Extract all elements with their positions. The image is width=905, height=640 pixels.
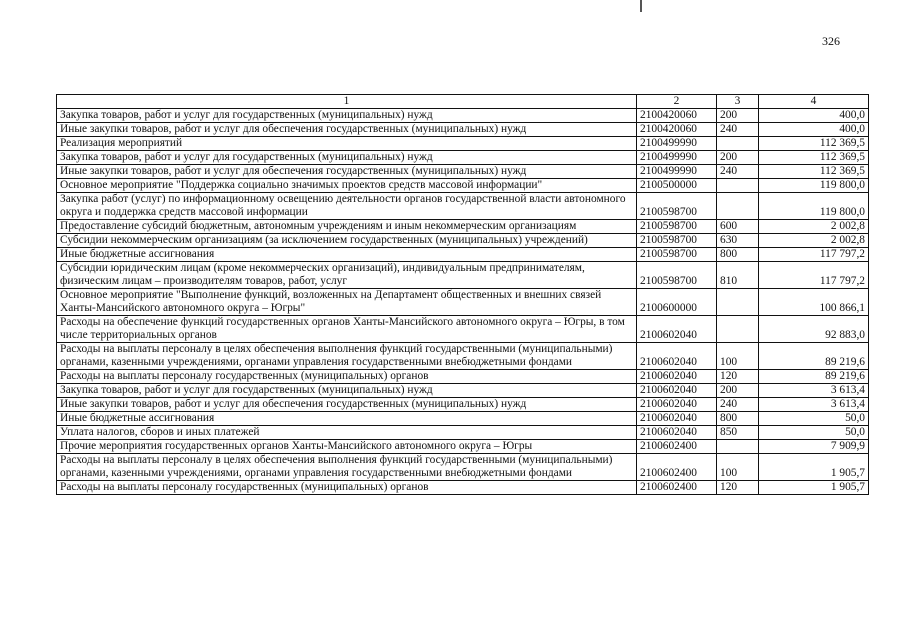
- table-row: [57, 454, 869, 481]
- row-amount: 1 905,7: [759, 454, 869, 481]
- row-target-code: 2100602040: [637, 316, 717, 343]
- row-description: Расходы на выплаты персоналу государственных (муниципальных) органов: [57, 481, 637, 495]
- row-target-code: 2100500000: [637, 179, 717, 193]
- table-row: [57, 481, 869, 495]
- row-target-code: 2100602400: [637, 440, 717, 454]
- row-expense-type: 800: [717, 248, 759, 262]
- row-expense-type: 240: [717, 165, 759, 179]
- row-target-code: 2100499990: [637, 151, 717, 165]
- row-description: Закупка товаров, работ и услуг для государственных (муниципальных) нужд: [57, 109, 637, 123]
- row-description: Предоставление субсидий бюджетным, автономным учреждениям и иным некоммерческим организациям: [57, 220, 637, 234]
- table-row: [57, 165, 869, 179]
- row-target-code: 2100499990: [637, 165, 717, 179]
- table-row: [57, 370, 869, 384]
- row-expense-type: 240: [717, 398, 759, 412]
- row-amount: 89 219,6: [759, 370, 869, 384]
- row-description: Закупка товаров, работ и услуг для государственных (муниципальных) нужд: [57, 151, 637, 165]
- row-description: Иные бюджетные ассигнования: [57, 248, 637, 262]
- row-description: Расходы на обеспечение функций государственных органов Ханты-Мансийского автономного округа – Югры, в том числе территориальных органов: [57, 316, 637, 343]
- table-row: [57, 412, 869, 426]
- row-target-code: 2100602040: [637, 384, 717, 398]
- row-target-code: 2100499990: [637, 137, 717, 151]
- scan-mark-top: [640, 0, 642, 12]
- table-row: [57, 220, 869, 234]
- row-description: Субсидии некоммерческим организациям (за исключением государственных (муниципальных) учреждений): [57, 234, 637, 248]
- column-header-4: 4: [759, 95, 869, 109]
- row-expense-type: 100: [717, 454, 759, 481]
- row-target-code: 2100598700: [637, 193, 717, 220]
- table-row: [57, 289, 869, 316]
- table-row: [57, 151, 869, 165]
- row-description: Иные закупки товаров, работ и услуг для обеспечения государственных (муниципальных) нужд: [57, 165, 637, 179]
- row-target-code: 2100598700: [637, 220, 717, 234]
- row-expense-type: [717, 137, 759, 151]
- row-description: Закупка товаров, работ и услуг для государственных (муниципальных) нужд: [57, 384, 637, 398]
- column-header-2: 2: [637, 95, 717, 109]
- row-expense-type: [717, 289, 759, 316]
- row-amount: 50,0: [759, 412, 869, 426]
- header-row: [57, 95, 869, 109]
- row-expense-type: 810: [717, 262, 759, 289]
- row-amount: 2 002,8: [759, 234, 869, 248]
- table-row: [57, 248, 869, 262]
- row-amount: 112 369,5: [759, 137, 869, 151]
- table-row: [57, 343, 869, 370]
- row-expense-type: 600: [717, 220, 759, 234]
- row-amount: 112 369,5: [759, 165, 869, 179]
- row-expense-type: 850: [717, 426, 759, 440]
- row-target-code: 2100602040: [637, 412, 717, 426]
- column-header-3: 3: [717, 95, 759, 109]
- row-description: Уплата налогов, сборов и иных платежей: [57, 426, 637, 440]
- table-row: [57, 123, 869, 137]
- row-amount: 119 800,0: [759, 193, 869, 220]
- row-amount: 112 369,5: [759, 151, 869, 165]
- row-expense-type: 200: [717, 384, 759, 398]
- table-row: [57, 109, 869, 123]
- row-target-code: 2100602400: [637, 481, 717, 495]
- row-amount: 100 866,1: [759, 289, 869, 316]
- row-target-code: 2100602040: [637, 343, 717, 370]
- row-target-code: 2100420060: [637, 123, 717, 137]
- row-amount: 400,0: [759, 123, 869, 137]
- row-description: Расходы на выплаты персоналу в целях обеспечения выполнения функций государственными (муниципальными) органами, казенными учреждениями, органами управления государственными внебюджетными фондами: [57, 343, 637, 370]
- row-amount: 92 883,0: [759, 316, 869, 343]
- row-target-code: 2100602040: [637, 370, 717, 384]
- row-target-code: 2100602040: [637, 426, 717, 440]
- row-expense-type: 120: [717, 481, 759, 495]
- row-amount: 117 797,2: [759, 262, 869, 289]
- row-expense-type: [717, 193, 759, 220]
- column-header-1: 1: [57, 95, 637, 109]
- row-description: Основное мероприятие "Поддержка социально значимых проектов средств массовой информации": [57, 179, 637, 193]
- table-row: [57, 179, 869, 193]
- row-description: Реализация мероприятий: [57, 137, 637, 151]
- row-expense-type: 800: [717, 412, 759, 426]
- page-number: 326: [822, 34, 840, 48]
- table-row: [57, 193, 869, 220]
- row-description: Иные закупки товаров, работ и услуг для обеспечения государственных (муниципальных) нужд: [57, 123, 637, 137]
- row-description: Расходы на выплаты персоналу в целях обеспечения выполнения функций государственными (муниципальными) органами, казенными учреждениями, органами управления государственными внебюджетными фондами: [57, 454, 637, 481]
- row-target-code: 2100602400: [637, 454, 717, 481]
- row-expense-type: [717, 440, 759, 454]
- row-amount: 119 800,0: [759, 179, 869, 193]
- budget-table: [56, 94, 869, 495]
- row-expense-type: 100: [717, 343, 759, 370]
- row-expense-type: [717, 179, 759, 193]
- row-amount: 50,0: [759, 426, 869, 440]
- row-description: Прочие мероприятия государственных органов Ханты-Мансийского автономного округа – Югры: [57, 440, 637, 454]
- row-amount: 2 002,8: [759, 220, 869, 234]
- row-description: Закупка работ (услуг) по информационному освещению деятельности органов государственной власти автономного округа и поддержка средств массовой информации: [57, 193, 637, 220]
- row-target-code: 2100598700: [637, 248, 717, 262]
- row-target-code: 2100420060: [637, 109, 717, 123]
- row-expense-type: 240: [717, 123, 759, 137]
- table-row: [57, 316, 869, 343]
- row-description: Иные бюджетные ассигнования: [57, 412, 637, 426]
- row-description: Субсидии юридическим лицам (кроме некоммерческих организаций), индивидуальным предпринимателям, физическим лицам – производителям товаров, работ, услуг: [57, 262, 637, 289]
- row-target-code: 2100598700: [637, 262, 717, 289]
- table-row: [57, 384, 869, 398]
- table-row: [57, 234, 869, 248]
- table-row: [57, 426, 869, 440]
- row-expense-type: 630: [717, 234, 759, 248]
- row-amount: 3 613,4: [759, 384, 869, 398]
- row-expense-type: 200: [717, 109, 759, 123]
- row-expense-type: 200: [717, 151, 759, 165]
- table-row: [57, 262, 869, 289]
- row-target-code: 2100598700: [637, 234, 717, 248]
- row-expense-type: [717, 316, 759, 343]
- row-amount: 89 219,6: [759, 343, 869, 370]
- row-description: Основное мероприятие "Выполнение функций, возложенных на Департамент общественных и внешних связей Ханты-Мансийского автономного округа – Югры": [57, 289, 637, 316]
- row-target-code: 2100600000: [637, 289, 717, 316]
- table-row: [57, 398, 869, 412]
- row-amount: 3 613,4: [759, 398, 869, 412]
- row-description: Расходы на выплаты персоналу государственных (муниципальных) органов: [57, 370, 637, 384]
- table-body: [57, 95, 869, 495]
- row-expense-type: 120: [717, 370, 759, 384]
- row-amount: 7 909,9: [759, 440, 869, 454]
- row-target-code: 2100602040: [637, 398, 717, 412]
- row-amount: 117 797,2: [759, 248, 869, 262]
- table-row: [57, 137, 869, 151]
- row-description: Иные закупки товаров, работ и услуг для обеспечения государственных (муниципальных) нужд: [57, 398, 637, 412]
- table-row: [57, 440, 869, 454]
- row-amount: 400,0: [759, 109, 869, 123]
- row-amount: 1 905,7: [759, 481, 869, 495]
